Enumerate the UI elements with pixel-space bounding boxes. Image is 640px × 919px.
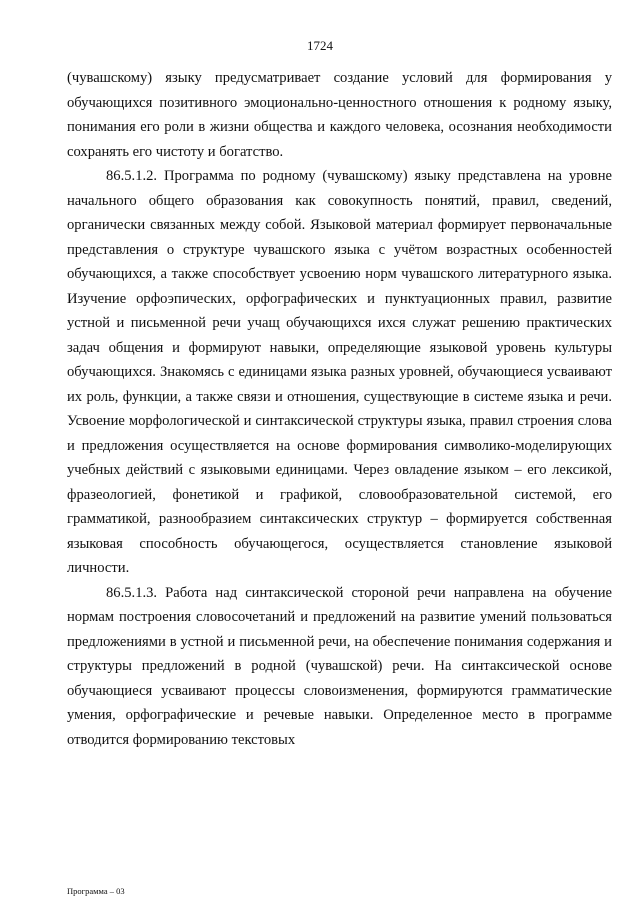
- paragraph-86-5-1-2: 86.5.1.2. Программа по родному (чувашскому) языку представлена на уровне начального общего образования как совокупность понятий, правил, сведений, органически связанных между собой. Языковой материал формирует первоначальные представления о структуре чувашского языка с учётом возрастных особенностей обучающихся, а также способствует усвоению норм чувашского литературного языка. Изучение орфоэпических, орфографических и пунктуационных правил, развитие устной и письменной речи учащ обучающихся ихся служат решению практических задач общения и формируют навыки, определяющие языковой уровень культуры обучающихся. Знакомясь с единицами языка разных уровней, обучающиеся усваивают их роль, функции, а также связи и отношения, существующие в системе языка и речи. Усвоение морфологической и синтаксической структуры языка, правил строения слова и предложения осуществляется на основе формирования символико-моделирующих учебных действий с языковыми единицами. Через овладение языком – его лексикой, фразеологией, фонетикой и графикой, словообразовательной системой, его грамматикой, разнообразием синтаксических структур – формируется собственная языковая способность обучающегося, осуществляется становление языковой личности.: [67, 168, 612, 576]
- paragraph-86-5-1-3: 86.5.1.3. Работа над синтаксической стороной речи направлена на обучение нормам построения словосочетаний и предложений на развитие умений пользоваться предложениями в устной и письменной речи, на обеспечение понимания содержания и структуры предложений в родной (чувашской) речи. На синтаксической основе обучающиеся усваивают процессы словоизменения, формируются грамматические умения, орфографические и речевые навыки. Определенное место в программе отводится формированию текстовых: [67, 584, 612, 748]
- page-number: 1724: [307, 38, 333, 53]
- footer-label: Программа – 03: [67, 886, 125, 896]
- document-body: [67, 66, 612, 752]
- paragraph-continuation: (чувашскому) языку предусматривает создание условий для формирования у обучающихся позитивного эмоционально-ценностного отношения к родному языку, понимания его роли в жизни общества и каждого человека, осознания необходимости сохранять его чистоту и богатство.: [67, 70, 612, 160]
